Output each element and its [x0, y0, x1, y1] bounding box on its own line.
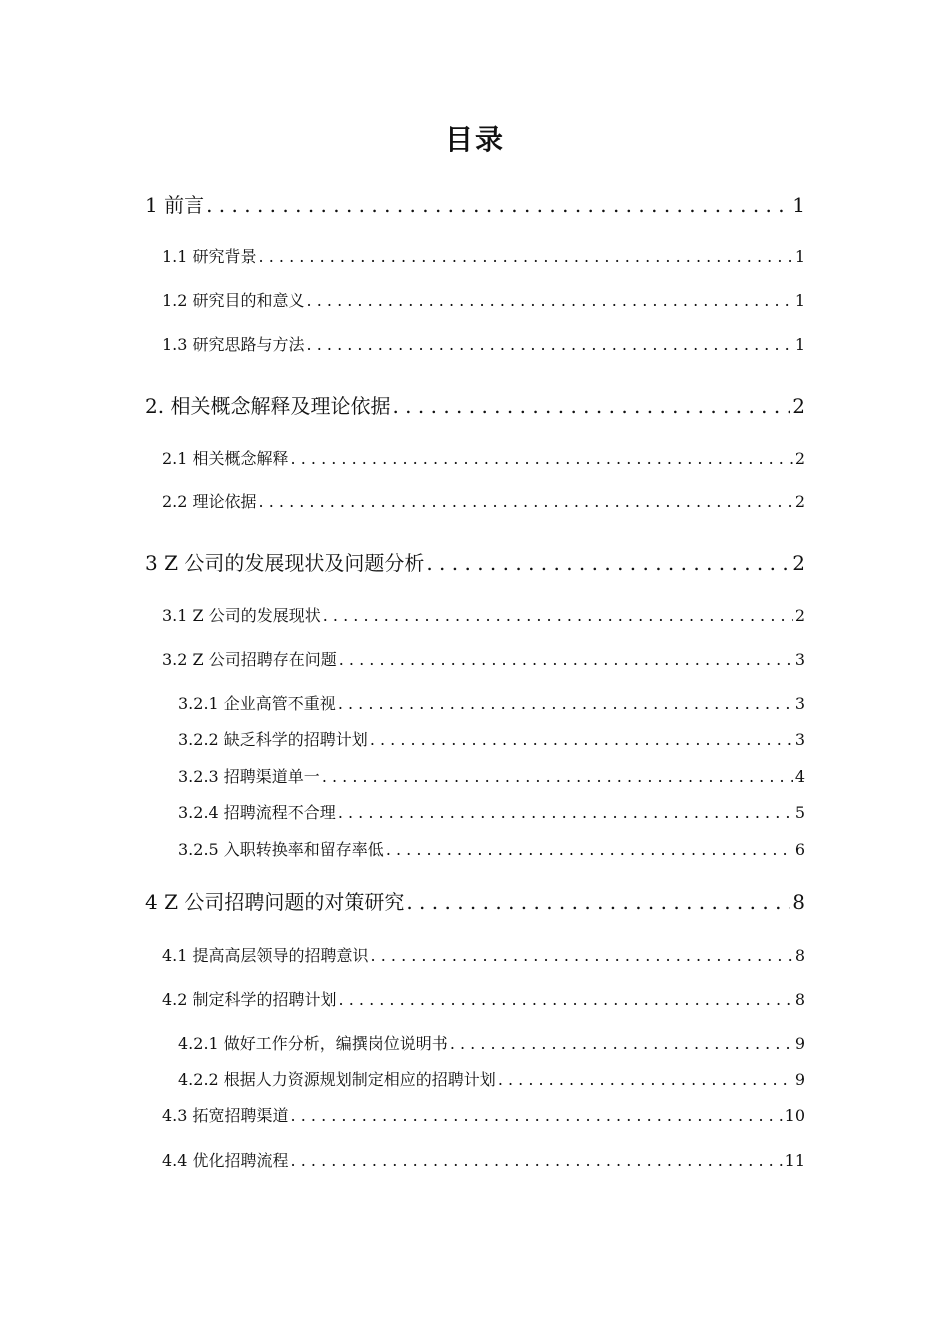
- toc-entry-page: 2: [794, 449, 805, 468]
- toc-entry-2-2[interactable]: [162, 490, 805, 514]
- dot-leader: [291, 447, 793, 471]
- toc-entry-page: 3: [794, 694, 805, 713]
- dot-leader: [206, 190, 790, 220]
- toc-entry-page: 2: [792, 394, 805, 418]
- toc-entry-page: 8: [792, 890, 805, 914]
- toc-entry-label: 3.2.5 入职转换率和留存率低: [178, 840, 384, 859]
- toc-entry-label: 2.1 相关概念解释: [162, 449, 289, 468]
- dot-leader: [338, 692, 793, 716]
- toc-entry-label: 4.4 优化招聘流程: [162, 1151, 289, 1170]
- toc-entry-page: 8: [794, 946, 805, 965]
- toc-entry-4-4[interactable]: [162, 1149, 805, 1173]
- toc-entry-label: 1.1 研究背景: [162, 247, 257, 266]
- toc-entry-label: 3.2.1 企业高管不重视: [178, 694, 336, 713]
- toc-entry-page: 1: [794, 247, 805, 266]
- toc-entry-3-2-5[interactable]: [178, 838, 805, 862]
- toc-entry-page: 9: [794, 1070, 805, 1089]
- dot-leader: [323, 604, 793, 628]
- toc-entry-3[interactable]: [145, 548, 805, 578]
- dot-leader: [291, 1104, 783, 1128]
- toc-entry-label: 3 Z 公司的发展现状及问题分析: [145, 551, 425, 575]
- dot-leader: [259, 490, 793, 514]
- dot-leader: [338, 801, 793, 825]
- toc-entry-label: 3.2.4 招聘流程不合理: [178, 803, 336, 822]
- toc-entry-label: 4.3 拓宽招聘渠道: [162, 1106, 289, 1125]
- dot-leader: [339, 648, 793, 672]
- dot-leader: [498, 1068, 793, 1092]
- toc-entry-page: 1: [794, 335, 805, 354]
- dot-leader: [450, 1032, 793, 1056]
- toc-entry-label: 3.2.2 缺乏科学的招聘计划: [178, 730, 368, 749]
- dot-leader: [307, 333, 793, 357]
- toc-entry-page: 5: [794, 803, 805, 822]
- toc-entry-page: 3: [794, 650, 805, 669]
- toc-entry-label: 4.1 提高高层领导的招聘意识: [162, 946, 369, 965]
- toc-entry-4-1[interactable]: [162, 944, 805, 968]
- toc-entry-3-2-1[interactable]: [178, 692, 805, 716]
- toc-entry-2[interactable]: [145, 391, 805, 421]
- toc-entry-page: 10: [784, 1106, 805, 1125]
- dot-leader: [392, 391, 790, 421]
- dot-leader: [370, 728, 793, 752]
- toc-entry-2-1[interactable]: [162, 447, 805, 471]
- dot-leader: [386, 838, 793, 862]
- toc-entry-label: 1.3 研究思路与方法: [162, 335, 305, 354]
- toc-entry-label: 2.2 理论依据: [162, 492, 257, 511]
- toc-entry-page: 2: [792, 551, 805, 575]
- toc-entry-4[interactable]: [145, 887, 805, 917]
- toc-entry-page: 1: [794, 291, 805, 310]
- toc-entry-label: 3.1 Z 公司的发展现状: [162, 606, 321, 625]
- toc-entry-label: 4.2 制定科学的招聘计划: [162, 990, 337, 1009]
- toc-entry-page: 1: [792, 193, 805, 217]
- toc-entry-3-2-3[interactable]: [178, 765, 805, 789]
- toc-title: 目录: [444, 123, 505, 156]
- toc-entry-1[interactable]: [145, 190, 805, 220]
- toc-entry-label: 3.2 Z 公司招聘存在问题: [162, 650, 337, 669]
- toc-entry-label: 4.2.2 根据人力资源规划制定相应的招聘计划: [178, 1070, 496, 1089]
- dot-leader: [291, 1149, 783, 1173]
- toc-entry-4-3[interactable]: [162, 1104, 805, 1128]
- toc-entry-4-2-2[interactable]: [178, 1068, 805, 1092]
- toc-entry-label: 1.2 研究目的和意义: [162, 291, 305, 310]
- toc-entry-page: 2: [794, 606, 805, 625]
- toc-entry-page: 6: [794, 840, 805, 859]
- dot-leader: [371, 944, 793, 968]
- toc-entry-1-2[interactable]: [162, 289, 805, 313]
- dot-leader: [426, 548, 790, 578]
- toc-entry-label: 1 前言: [145, 193, 205, 217]
- toc-entry-1-1[interactable]: [162, 245, 805, 269]
- toc-entry-4-2[interactable]: [162, 988, 805, 1012]
- toc-entry-3-2-2[interactable]: [178, 728, 805, 752]
- dot-leader: [307, 289, 793, 313]
- toc-entry-page: 3: [794, 730, 805, 749]
- toc-entry-3-2[interactable]: [162, 648, 805, 672]
- toc-entry-label: 4.2.1 做好工作分析，编撰岗位说明书: [178, 1034, 448, 1053]
- toc-entry-page: 9: [794, 1034, 805, 1053]
- toc-entry-1-3[interactable]: [162, 333, 805, 357]
- toc-entry-label: 2. 相关概念解释及理论依据: [145, 394, 391, 418]
- toc-entry-page: 4: [794, 767, 805, 786]
- toc-entry-3-2-4[interactable]: [178, 801, 805, 825]
- dot-leader: [259, 245, 793, 269]
- toc-entry-label: 3.2.3 招聘渠道单一: [178, 767, 320, 786]
- toc-entry-page: 8: [794, 990, 805, 1009]
- toc-entry-label: 4 Z 公司招聘问题的对策研究: [145, 890, 405, 914]
- toc-entry-page: 11: [784, 1151, 805, 1170]
- toc-entry-4-2-1[interactable]: [178, 1032, 805, 1056]
- toc-entry-page: 2: [794, 492, 805, 511]
- dot-leader: [322, 765, 793, 789]
- toc-entry-3-1[interactable]: [162, 604, 805, 628]
- dot-leader: [406, 887, 790, 917]
- dot-leader: [339, 988, 793, 1012]
